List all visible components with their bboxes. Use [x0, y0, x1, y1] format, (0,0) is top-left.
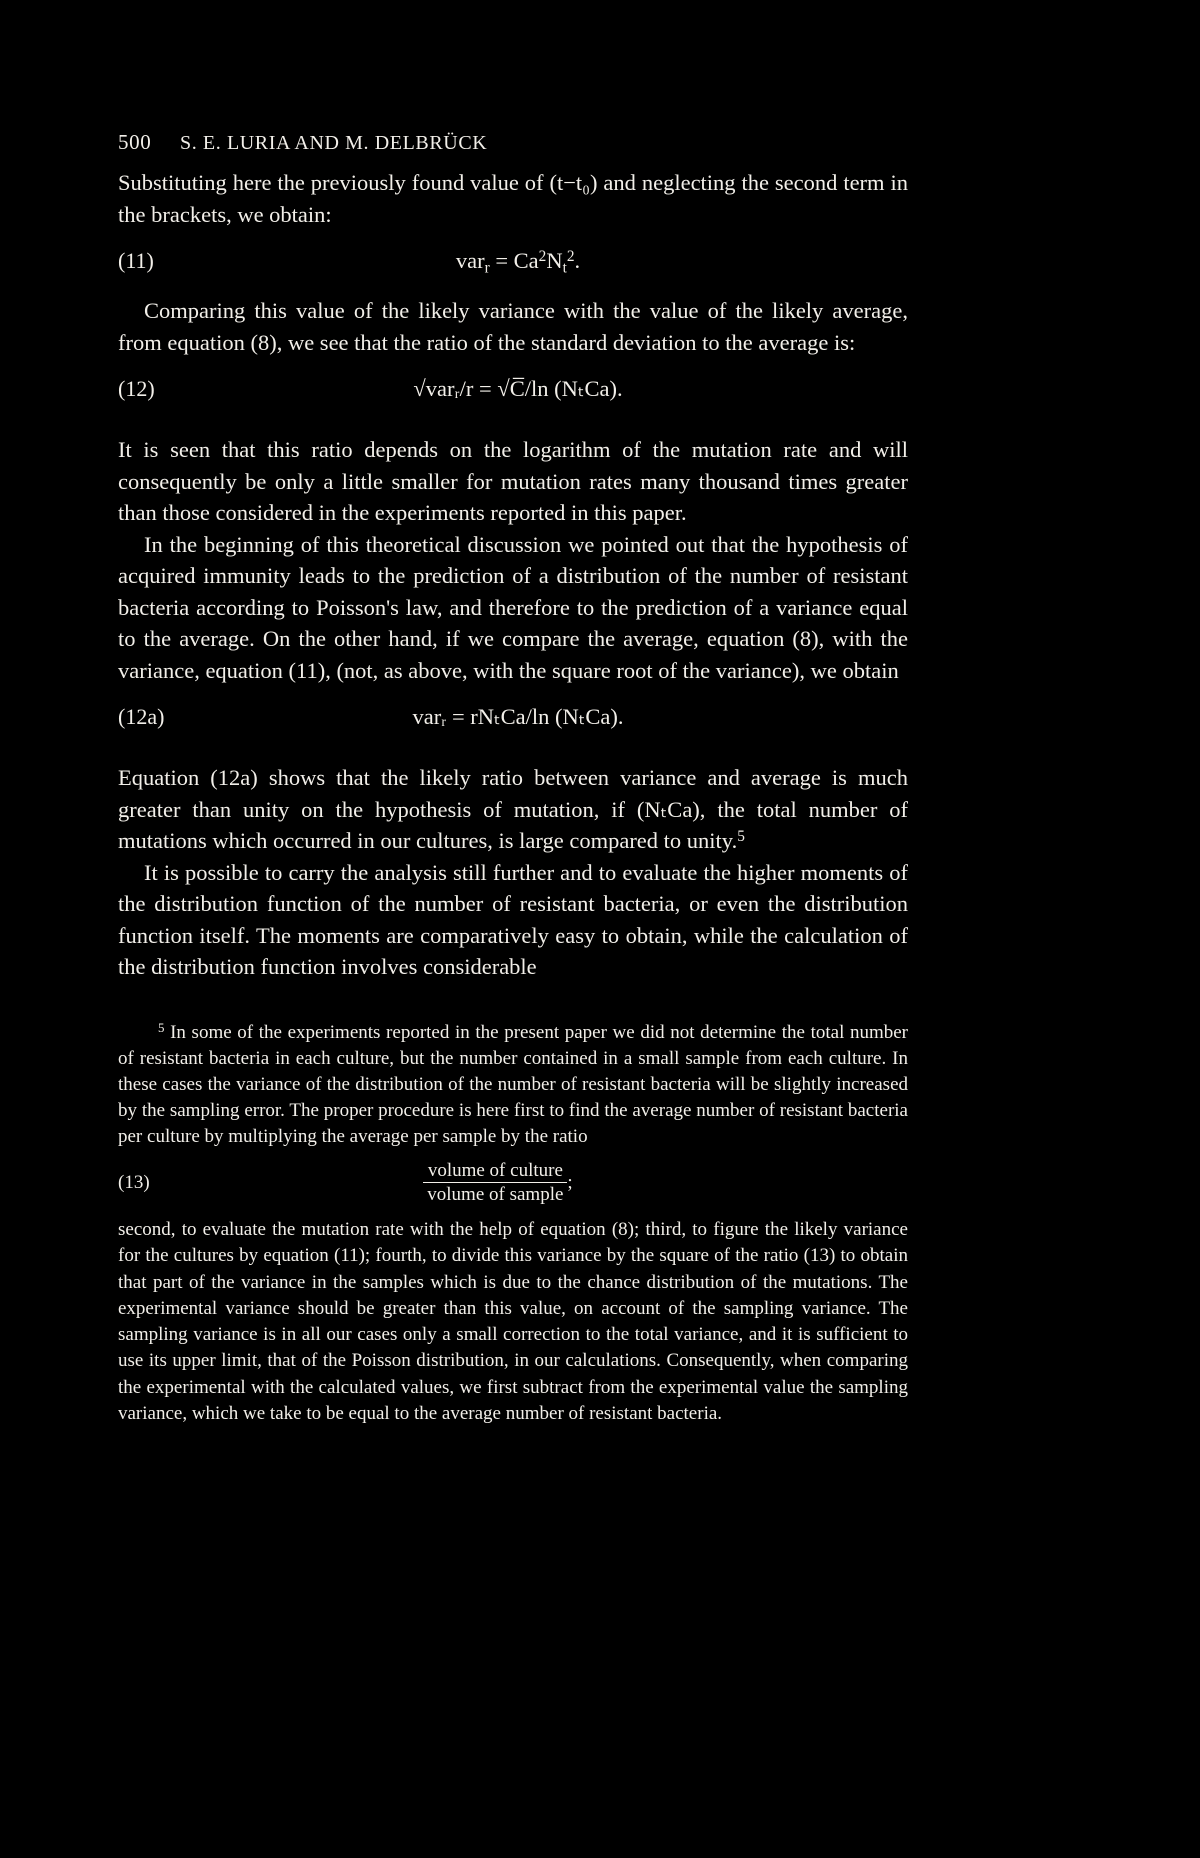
equation-13-fraction [423, 1159, 567, 1208]
equation-13-denominator: volume of sample [423, 1182, 567, 1207]
footnote-marker: 5 [158, 1019, 165, 1035]
eq11-sup-1: 2 [538, 248, 547, 266]
footnote-reference-5: 5 [737, 828, 745, 846]
page-content [118, 130, 908, 1427]
equation-11 [118, 248, 908, 277]
eq11-sup-2: 2 [566, 248, 575, 266]
eq11-mid: = Ca [489, 248, 539, 273]
equation-12-body: √varᵣ/r = √C̅/ln (NₜCa). [413, 376, 623, 402]
eq11-end: . [574, 248, 581, 273]
footnote-block [118, 1019, 908, 1427]
footnote-part-2: second, to evaluate the mutation rate with the help of equation (8); third, to figure the likely variance for the cultures by equation (11); fourth, to divide this variance by the square of the ratio (13) to obtain that part of the variance in the samples which is due to the chance distribution of the mutations. The experimental variance should be greater than this value, on account of the sampling variance. The sampling variance is in all our cases only a small correction to the total variance, and it is sufficient to use its upper limit, that of the Poisson distribution, in our calculations. Consequently, when comparing the experimental with the calculated values, we first subtract from the experimental value the sampling variance, which we take to be equal to the average number of resistant bacteria. [118, 1219, 908, 1424]
footnote-part-1 [118, 1019, 908, 1151]
running-head-title: S. E. LURIA AND M. DELBRÜCK [180, 132, 488, 154]
equation-12-number: (12) [118, 376, 155, 402]
paragraph-3: It is seen that this ratio depends on the logarithm of the mutation rate and will consequently be only a little smaller for mutation rates many thousand times greater than those considered in the experiments reported in this paper. [118, 437, 908, 526]
paragraph-5-text: Equation (12a) shows that the likely ratio between variance and average is much greater than unity on the hypothesis of mutation, if (NₜCa), the total number of mutations which occurred in our cultures, is large compared to unity. [118, 765, 908, 854]
equation-11-body [238, 248, 908, 277]
running-head [118, 130, 908, 155]
paragraph-4: In the beginning of this theoretical discussion we pointed out that the hypothesis of acquired immunity leads to the prediction of a distribution of the number of resistant bacteria according to Poisson's law, and therefore to the prediction of a variance equal to the average. On the other hand, if we compare the average, equation (8), with the variance, equation (11), (not, as above, with the square root of the variance), we obtain [118, 531, 908, 683]
equation-12a-body: varᵣ = rNₜCa/ln (NₜCa). [412, 704, 624, 730]
paragraph-2: Comparing this value of the likely variance with the value of the likely average, from equation (8), we see that the ratio of the standard deviation to the average is: [118, 298, 908, 355]
eq11-sub-t: t [562, 259, 567, 277]
eq11-sub-r: r [484, 259, 490, 277]
eq11-var: var [455, 248, 485, 273]
page-number: 500 [118, 130, 152, 154]
equation-13-numerator: volume of culture [427, 1159, 563, 1181]
equation-13-number: (13) [118, 1171, 150, 1193]
equation-13 [118, 1159, 908, 1208]
equation-12 [118, 376, 908, 402]
equation-12a-number: (12a) [118, 704, 165, 730]
equation-11-number: (11) [118, 248, 154, 273]
paragraph-6: It is possible to carry the analysis still further and to evaluate the higher moments of the distribution function of the number of resistant bacteria, or even the distribution function itself. The moments are comparatively easy to obtain, while the calculation of the distribution function involves considerable [118, 859, 908, 980]
paragraph-5 [118, 762, 908, 857]
paragraph-1: Substituting here the previously found value of (t−t₀) and neglecting the second term in the brackets, we obtain: [118, 170, 908, 227]
eq11-n: N [546, 248, 563, 273]
equation-12a [118, 704, 908, 730]
equation-13-trailing: ; [567, 1171, 573, 1193]
footnote-part-1-text: In some of the experiments reported in the present paper we did not determine the total number of resistant bacteria in each culture, but the number contained in a small sample from each culture. In these cases the variance of the distribution of the number of resistant bacteria will be slightly increased by the sampling error. The proper procedure is here first to find the average number of resistant bacteria per culture by multiplying the average per sample by the ratio [118, 1021, 909, 1148]
equation-13-body [238, 1159, 908, 1208]
